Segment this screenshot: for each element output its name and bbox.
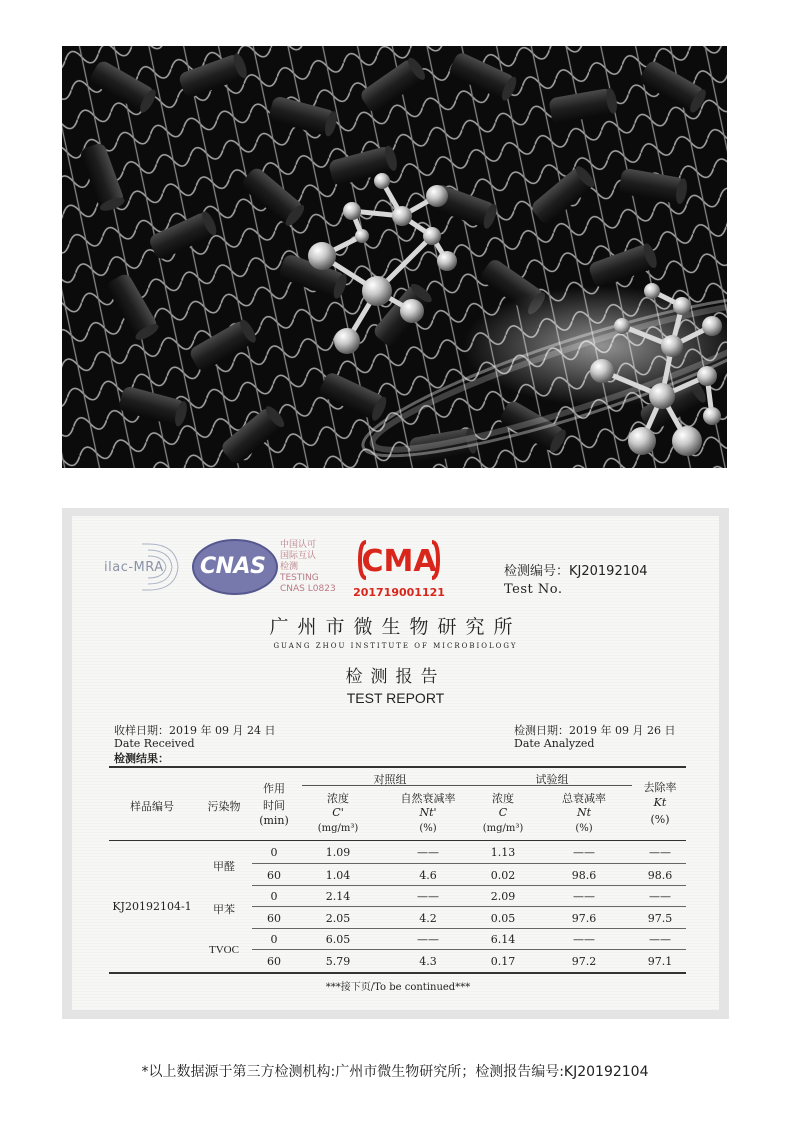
- test-decay-cell: ——: [573, 933, 595, 946]
- test-decay-cell: 97.2: [571, 955, 597, 968]
- time-cell: 60: [267, 955, 281, 968]
- removal-cell: ——: [649, 890, 671, 903]
- removal-cell: ——: [649, 933, 671, 946]
- cnas-logo: [192, 538, 278, 596]
- test-report-frame: [62, 508, 729, 1019]
- ilac-logo-text: ilac-MRA: [104, 560, 164, 575]
- cnas-caption-line: CNAS L0823: [280, 584, 336, 594]
- control-conc-cell: 2.05: [325, 912, 351, 925]
- test-conc-cell: 0.05: [490, 912, 516, 925]
- header-removal: 去除率: [643, 781, 677, 794]
- institute-name-cn: 广州市微生物研究所: [269, 616, 522, 638]
- time-cell: 0: [270, 890, 278, 903]
- table-group-rule: [302, 785, 632, 786]
- header-test-group: 试验组: [535, 773, 569, 786]
- report-title-cn: 检测报告: [345, 667, 446, 687]
- table-bottom-rule: [109, 972, 686, 974]
- test-decay-cell: ——: [573, 890, 595, 903]
- activated-carbon-molecule-image: [62, 46, 727, 468]
- test-number-cn: 检测编号：KJ20192104: [504, 564, 648, 579]
- control-decay-cell: ——: [417, 933, 439, 946]
- time-cell: 60: [267, 869, 281, 882]
- header-test-decay: Nt: [576, 806, 592, 819]
- time-cell: 0: [270, 933, 278, 946]
- date-received-cn: 收样日期：2019 年 09 月 24 日: [114, 724, 276, 737]
- pollutant-cell: TVOC: [209, 944, 239, 956]
- header-test-conc: 浓度: [492, 792, 514, 805]
- test-conc-cell: 6.14: [490, 933, 516, 946]
- row-rule: [252, 928, 686, 929]
- header-test-conc: C: [498, 806, 508, 819]
- table-header-rule: [109, 840, 686, 841]
- control-decay-cell: 4.6: [419, 869, 437, 882]
- header-sample-no: 样品编号: [130, 800, 174, 813]
- report-title-en: TEST REPORT: [346, 690, 445, 706]
- cnas-caption-line: 中国认可: [280, 540, 317, 550]
- header-test-decay: 总衰减率: [562, 792, 606, 805]
- control-decay-cell: ——: [417, 846, 439, 859]
- cma-number: 201719001121: [353, 586, 445, 599]
- pollutant-cell: 甲醛: [213, 860, 235, 873]
- removal-cell: ——: [649, 846, 671, 859]
- header-pollutant: 污染物: [207, 800, 241, 813]
- header-time: 作用: [263, 782, 285, 795]
- table-top-rule: [109, 766, 686, 768]
- test-conc-cell: 2.09: [490, 890, 516, 903]
- header-control-conc: C': [332, 806, 344, 819]
- carbon-mesh-illustration: [62, 46, 727, 468]
- test-conc-cell: 0.02: [490, 869, 516, 882]
- sample-id-cell: KJ20192104-1: [112, 900, 192, 913]
- header-control-decay: Nt': [419, 806, 437, 819]
- header-test-conc: (mg/m³): [482, 823, 524, 834]
- control-conc-cell: 2.14: [325, 890, 351, 903]
- control-decay-cell: 4.3: [419, 955, 437, 968]
- test-conc-cell: 0.17: [490, 955, 516, 968]
- time-cell: 60: [267, 912, 281, 925]
- institute-name-en: GUANG ZHOU INSTITUTE OF MICROBIOLOGY: [273, 642, 518, 650]
- continued-note: ***接下页/To be continued***: [325, 982, 471, 993]
- test-number-en: Test No.: [504, 582, 563, 597]
- control-conc-cell: 5.79: [325, 955, 351, 968]
- cnas-logo-text: CNAS: [200, 554, 266, 579]
- date-analyzed-cn: 检测日期：2019 年 09 月 26 日: [514, 724, 676, 737]
- row-rule: [252, 906, 686, 907]
- removal-cell: 98.6: [647, 869, 673, 882]
- header-control-decay: 自然衰减率: [400, 792, 456, 805]
- header-control-decay: (%): [419, 823, 437, 834]
- control-conc-cell: 6.05: [325, 933, 351, 946]
- date-received-en: Date Received: [114, 737, 195, 750]
- ilac-mra-logo: [104, 536, 186, 598]
- test-decay-cell: 98.6: [571, 869, 597, 882]
- control-conc-cell: 1.04: [325, 869, 351, 882]
- header-removal: (%): [650, 813, 670, 826]
- row-rule: [252, 885, 686, 886]
- header-control-conc: 浓度: [327, 792, 349, 805]
- header-removal: Kt: [653, 796, 667, 809]
- header-control-conc: (mg/m³): [317, 823, 359, 834]
- test-conc-cell: 1.13: [490, 846, 516, 859]
- result-label: 检测结果：: [114, 752, 169, 765]
- cma-logo: [348, 538, 450, 604]
- removal-cell: 97.1: [647, 955, 673, 968]
- row-rule: [252, 863, 686, 864]
- control-conc-cell: 1.09: [325, 846, 351, 859]
- test-decay-cell: 97.6: [571, 912, 597, 925]
- cnas-caption-line: 国际互认: [280, 551, 317, 561]
- header-control-group: 对照组: [373, 773, 407, 786]
- cnas-caption-line: 检测: [280, 562, 299, 572]
- cnas-caption: [280, 540, 340, 595]
- header-time: (min): [259, 814, 289, 827]
- control-decay-cell: 4.2: [419, 912, 437, 925]
- cnas-caption-line: TESTING: [280, 573, 319, 583]
- pollutant-cell: 甲苯: [213, 903, 235, 916]
- header-test-decay: (%): [575, 823, 593, 834]
- data-source-note: *以上数据源于第三方检测机构:广州市微生物研究所；检测报告编号:KJ20192104: [141, 1064, 649, 1080]
- test-report-document: [72, 516, 719, 1010]
- test-decay-cell: ——: [573, 846, 595, 859]
- cma-logo-text: CMA: [361, 544, 437, 579]
- header-time: 时间: [263, 799, 285, 812]
- row-rule: [252, 949, 686, 950]
- control-decay-cell: ——: [417, 890, 439, 903]
- date-analyzed-en: Date Analyzed: [514, 737, 595, 750]
- time-cell: 0: [270, 846, 278, 859]
- removal-cell: 97.5: [647, 912, 673, 925]
